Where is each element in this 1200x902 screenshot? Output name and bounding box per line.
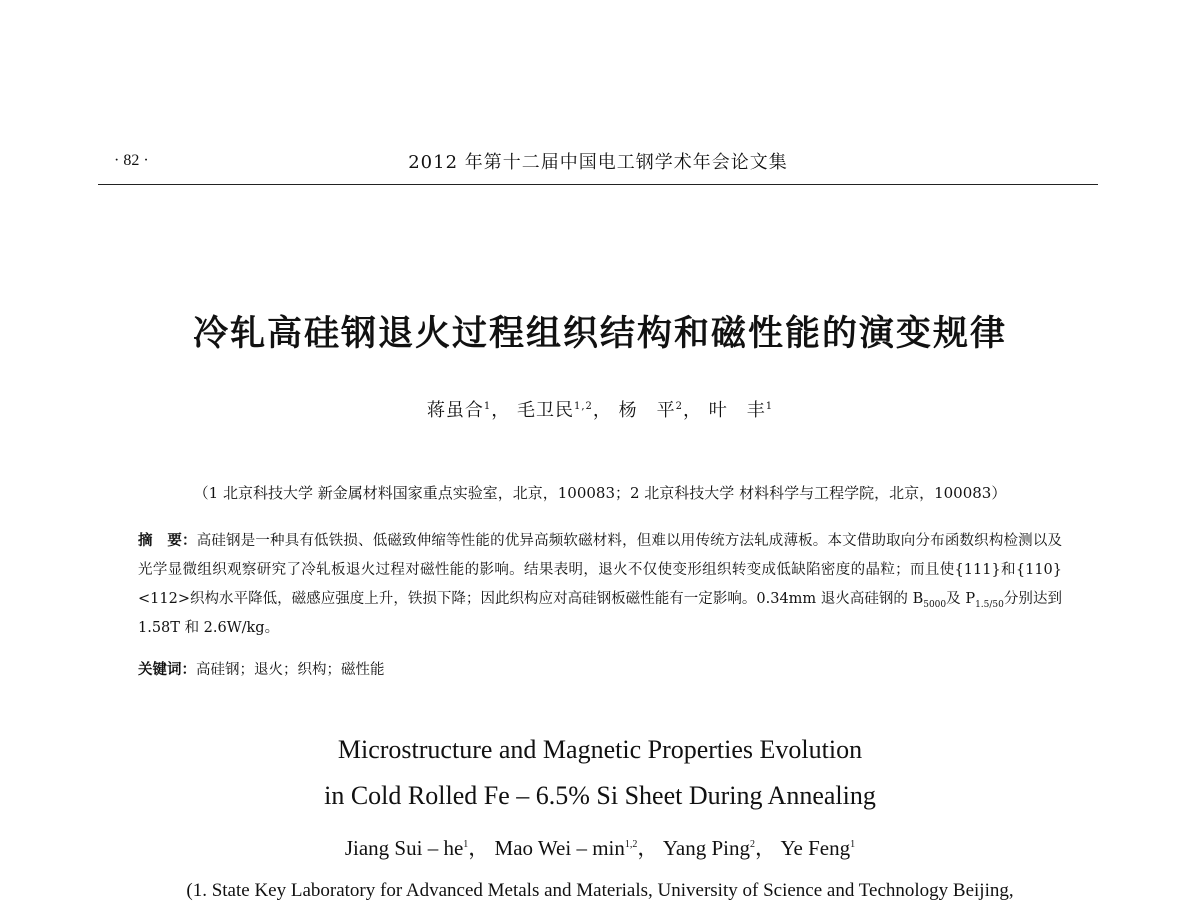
proceedings-title: 2012 年第十二届中国电工钢学术年会论文集 xyxy=(408,152,788,173)
author-name: 蒋虽合 xyxy=(426,400,484,421)
abstract-chinese xyxy=(138,526,1062,643)
title-line: Microstructure and Magnetic Properties Evolution xyxy=(337,735,863,764)
author-separator: ， xyxy=(491,400,511,421)
author-separator: ， xyxy=(755,836,781,860)
author-list-chinese xyxy=(0,396,1200,422)
subscript: 1.5/50 xyxy=(975,599,1004,610)
keywords-label: 关键词： xyxy=(138,661,196,678)
keywords-text: 高硅钢；退火；织构；磁性能 xyxy=(196,662,385,678)
author-affiliation-mark: 1 xyxy=(463,839,469,850)
page-number: · 82 · xyxy=(114,152,149,169)
keywords-chinese xyxy=(138,657,1062,683)
author-name: 毛卫民 xyxy=(516,400,574,421)
author-name: Mao Wei – min xyxy=(494,836,625,860)
subscript: 5000 xyxy=(923,599,947,610)
author-affiliation-mark: 1,2 xyxy=(624,839,638,850)
author-affiliation-mark: 1 xyxy=(765,401,774,412)
author-separator: ， xyxy=(468,836,495,860)
author-affiliation-mark: 2 xyxy=(750,839,755,850)
author-separator: ， xyxy=(683,400,702,421)
author-name: Yang Ping xyxy=(662,836,750,860)
author-name: Ye Feng xyxy=(780,836,851,860)
abstract-text: 及 P xyxy=(946,591,976,607)
running-header xyxy=(98,148,1098,185)
paper-title-english xyxy=(0,727,1200,819)
author-name: Jiang Sui – he xyxy=(344,836,464,860)
author-affiliation-mark: 1 xyxy=(850,839,856,850)
abstract-text: 高硅钢是一种具有低铁损、低磁致伸缩等性能的优异高频软磁材料，但难以用传统方法轧成薄板。本文借助取向分布函数织构检测以及光学显微组织观察研究了冷轧板退火过程对磁性能的影响。结果表明，退火不仅使变形组织转变成低缺陷密度的晶粒；而且使{111}和{110}<112>织构水平降低，磁感应强度上升，铁损下降；因此织构应对高硅钢板磁性能有一定影响。0.34mm 退火高硅钢的 B xyxy=(138,533,1063,607)
abstract-label: 摘 要： xyxy=(138,532,197,549)
author-affiliation-mark: 2 xyxy=(675,401,683,412)
author-separator: ， xyxy=(637,836,663,860)
abstract-text: 分别达到 1.58T 和 2.6W/kg。 xyxy=(138,591,1062,636)
author-list-english xyxy=(0,832,1200,862)
author-affiliation-mark: 1,2 xyxy=(573,401,593,412)
title-line: in Cold Rolled Fe – 6.5% Si Sheet During Annealing xyxy=(324,781,876,810)
author-affiliation-mark: 1 xyxy=(483,401,492,412)
paper-title-chinese: 冷轧高硅钢退火过程组织结构和磁性能的演变规律 xyxy=(192,313,1007,354)
affiliation-chinese: （1 北京科技大学 新金属材料国家重点实验室，北京，100083；2 北京科技大学 材料科学与工程学院，北京，100083） xyxy=(193,484,1007,502)
author-separator: ， xyxy=(592,400,612,421)
affiliation-english: (1. State Key Laboratory for Advanced Metals and Materials, University of Science and Technology Beijing, xyxy=(186,880,1014,901)
author-name: 杨 平 xyxy=(618,400,676,421)
author-name: 叶 丰 xyxy=(708,400,766,421)
